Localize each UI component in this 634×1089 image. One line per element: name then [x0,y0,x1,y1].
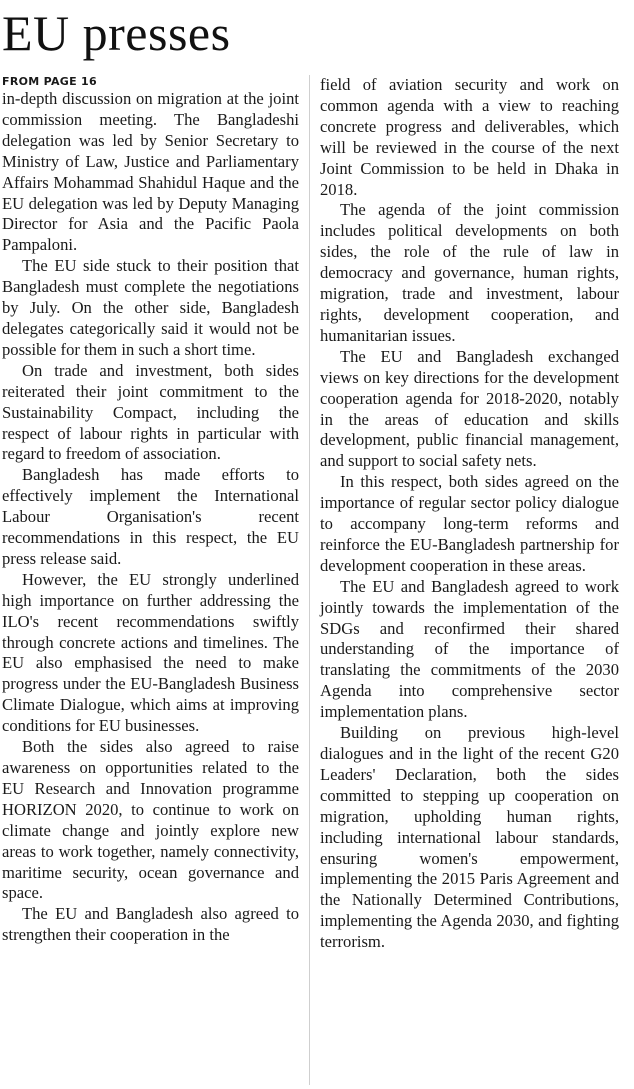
paragraph: In this respect, both sides agreed on the importance of regular sector policy dialogue to accompany long-term reforms and reinforce the EU-Bangladesh partnership for development cooperation in these areas. [320,472,619,575]
paragraph: The agenda of the joint commission includes political developments on both sides, the role of the rule of law in democracy and governance, human rights, migration, trade and investment, labour rights, development cooperation, and humanitarian issues. [320,200,619,345]
paragraph: in-depth discussion on migration at the joint commission meeting. The Bangladeshi delegation was led by Senior Secretary to Ministry of Law, Justice and Parliamentary Affairs Mohammad Shahidul Haque and the EU delegation was led by Deputy Managing Director for Asia and the Pacific Paola Pampaloni. [2,89,299,255]
column-divider [309,75,310,1085]
paragraph: On trade and investment, both sides reiterated their joint commitment to the Sustainability Compact, including the respect of labour rights in particular with regard to freedom of association. [2,360,299,464]
paragraph: Bangladesh has made efforts to effectively implement the International Labour Organisation's recent recommendations in this respect, the EU press release said. [2,465,299,568]
paragraph: The EU and Bangladesh agreed to work jointly towards the implementation of the SDGs and reconfirmed their shared understanding of the importance of translating the commitments of the 2030 Agenda into comprehensive sector implementation plans. [320,576,619,722]
paragraph: field of aviation security and work on common agenda with a view to reaching concrete progress and deliverables, which will be reviewed in the course of the next Joint Commission to be held in Dhaka in 2018. [320,75,619,199]
headline: EU presses [2,5,231,61]
left-column [2,75,299,946]
paragraph: The EU side stuck to their position that Bangladesh must complete the negotiations by July. On the other side, Bangladesh delegates categorically said it would not be possible for them in such a short time. [2,256,299,359]
paragraph: Building on previous high-level dialogues and in the light of the recent G20 Leaders' Declaration, both the sides committed to stepping up cooperation on migration, upholding human rights, including international labour standards, ensuring women's empowerment, implementing the 2015 Paris Agreement and the Nationally Determined Contributions, implementing the Agenda 2030, and fighting terrorism. [320,723,619,952]
paragraph: The EU and Bangladesh exchanged views on key directions for the development cooperation agenda for 2018-2020, notably in the areas of education and skills development, public financial management, and support to social safety nets. [320,346,619,471]
paragraph: Both the sides also agreed to raise awareness on opportunities related to the EU Research and Innovation programme HORIZON 2020, to continue to work on climate change and jointly explore new areas to work together, namely connectivity, maritime security, ocean governance and space. [2,737,299,903]
paragraph: The EU and Bangladesh also agreed to strengthen their cooperation in the [2,904,299,945]
paragraph: However, the EU strongly underlined high importance on further addressing the ILO's recent recommendations swiftly through concrete actions and timelines. The EU also emphasised the need to make progress under the EU-Bangladesh Business Climate Dialogue, which aims at improving conditions for EU businesses. [2,569,299,736]
continuation-label: FROM PAGE 16 [2,75,97,88]
right-column [320,75,619,953]
